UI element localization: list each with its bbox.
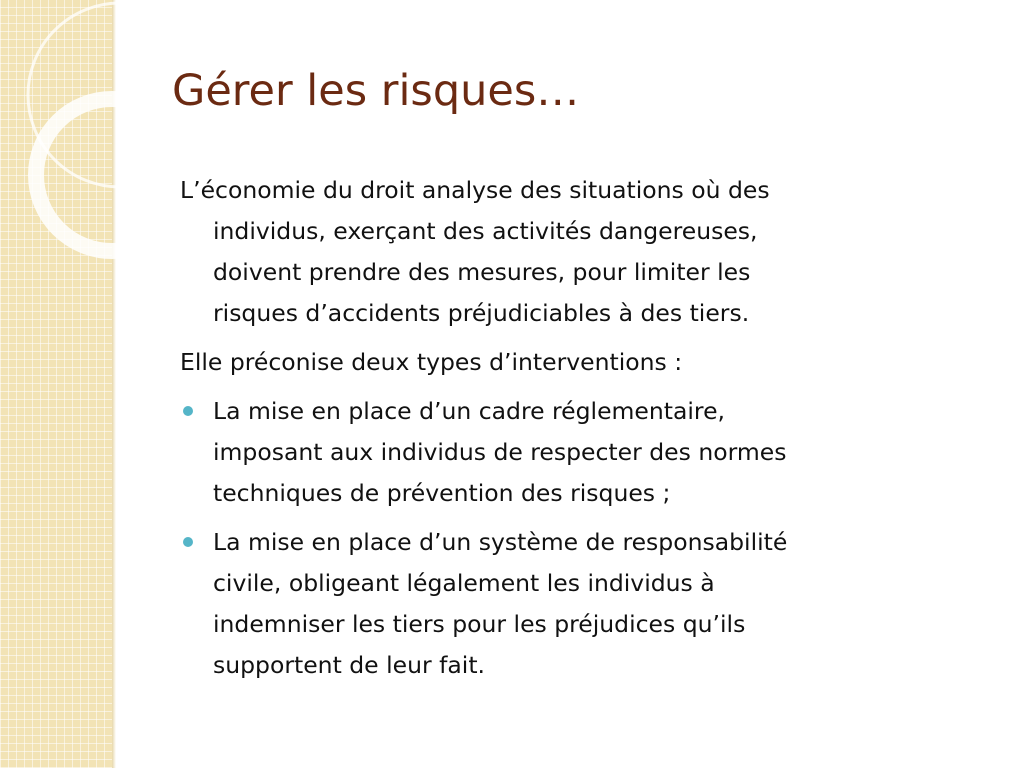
- decorative-ring-inner: [36, 99, 140, 251]
- bullet-line: civile, obligeant légalement les individus à: [213, 569, 715, 597]
- bullet-item: [180, 391, 980, 514]
- intro-line: doivent prendre des mesures, pour limiter les: [213, 258, 751, 286]
- bullet-dot-icon: [183, 537, 193, 547]
- decorative-rings: [0, 0, 140, 260]
- bullet-line: La mise en place d’un cadre réglementaire,: [213, 397, 725, 425]
- bullet-line: La mise en place d’un système de responsabilité: [213, 528, 788, 556]
- intro-line: individus, exerçant des activités dangereuses,: [213, 217, 758, 245]
- intro-paragraph: [180, 170, 980, 334]
- bullet-line: techniques de prévention des risques ;: [213, 479, 671, 507]
- bullet-line: imposant aux individus de respecter des normes: [213, 438, 787, 466]
- bullet-item: [180, 522, 980, 686]
- bullet-line: indemniser les tiers pour les préjudices qu’ils: [213, 610, 746, 638]
- slide-title: Gérer les risques…: [172, 66, 580, 116]
- lead-paragraph: [180, 342, 980, 383]
- lead-line: Elle préconise deux types d’interventions :: [180, 348, 683, 376]
- intro-line: risques d’accidents préjudiciables à des tiers.: [213, 299, 750, 327]
- bullet-line: supportent de leur fait.: [213, 651, 486, 679]
- intro-line: L’économie du droit analyse des situations où des: [180, 176, 770, 204]
- bullet-dot-icon: [183, 406, 193, 416]
- slide-body: [180, 170, 980, 694]
